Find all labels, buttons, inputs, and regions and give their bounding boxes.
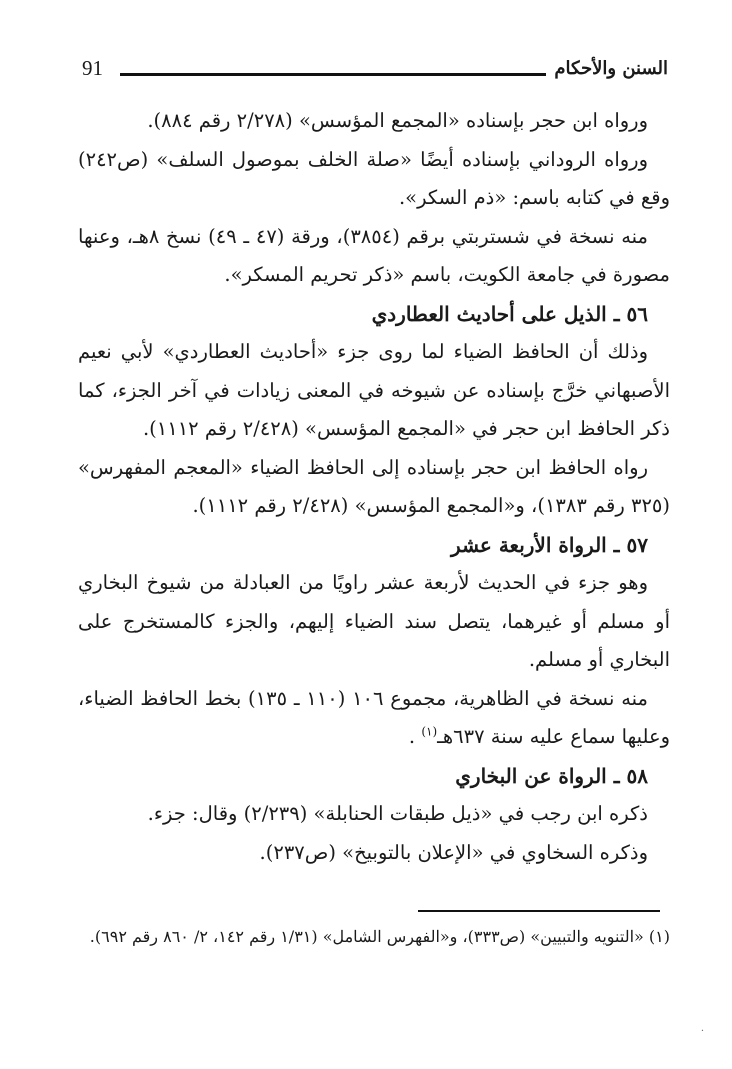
- paragraph-rodani: ورواه الروداني بإسناده أيضًا «صلة الخلف بموصول السلف» (ص٢٤٢) وقع في كتابه باسم: «ذم السكر».: [78, 147, 670, 209]
- page-body: [78, 102, 670, 872]
- footnote-reference[interactable]: (١): [421, 724, 438, 739]
- paragraph-zahiriyya-copy: [78, 680, 670, 757]
- paragraph-atarid-hadith: وذلك أن الحافظ الضياء لما روى جزء «أحاديث العطاردي» لأبي نعيم الأصبهاني خرَّج بإسناده عن شيوخه في المعنى زيادات في آخر الجزء، كما ذكر الحافظ ابن حجر في «المجمع المؤسس» (٢/٤٢٨ رقم ١١١٢).: [78, 340, 670, 440]
- header-rule: [120, 73, 546, 76]
- zahiriyya-text: منه نسخة في الظاهرية، مجموع ١٠٦ (١١٠ ـ ١٣٥) بخط الحافظ الضياء، وعليها سماع عليه سنة ٦٣٧هـ: [78, 686, 670, 748]
- section-heading-56: ٥٦ ـ الذيل على أحاديث العطاردي: [371, 301, 648, 326]
- running-title: السنن والأحكام: [554, 58, 668, 79]
- paragraph-chester-beatty-copy: منه نسخة في شستربتي برقم (٣٨٥٤)، ورقة (٤٧ ـ ٤٩) نسخ ٨هـ، وعنها مصورة في جامعة الكويت، باسم «ذكر تحريم المسكر».: [78, 224, 670, 286]
- zahiriyya-end: .: [408, 725, 422, 748]
- footnote-1: (١) «التنويه والتبيين» (ص٣٣٣)، و«الفهرس الشامل» (١/٣١ رقم ١٤٢، ٢/ ٨٦٠ رقم ٦٩٢).: [89, 927, 670, 946]
- section-heading-57: ٥٧ ـ الرواة الأربعة عشر: [451, 532, 648, 557]
- paragraph-mujam-mufahras: رواه الحافظ ابن حجر بإسناده إلى الحافظ الضياء «المعجم المفهرس» (٣٢٥ رقم ١٣٨٣)، و«المجمع المؤسس» (٢/٤٢٨ رقم ١١١٢).: [78, 455, 670, 517]
- page-speck: ·: [700, 1026, 704, 1037]
- footnote-separator: [418, 910, 660, 912]
- page-header: [82, 54, 668, 90]
- page-number: 91: [82, 56, 103, 80]
- section-heading-58: ٥٨ ـ الرواة عن البخاري: [455, 763, 648, 788]
- paragraph-ibn-hajar-isnad: ورواه ابن حجر بإسناده «المجمع المؤسس» (٢/٢٧٨ رقم ٨٨٤).: [147, 109, 648, 132]
- paragraph-fourteen-narrators: وهو جزء في الحديث لأربعة عشر راويًا من العبادلة من شيوخ البخاري أو مسلم أو غيرهما، يتصل سند الضياء إليهم، والجزء كالمستخرج على البخاري أو مسلم.: [78, 571, 670, 671]
- paragraph-sakhawi: وذكره السخاوي في «الإعلان بالتوبيخ» (ص٢٣٧).: [259, 840, 648, 864]
- paragraph-ibn-rajab: ذكره ابن رجب في «ذيل طبقات الحنابلة» (٢/٢٣٩) وقال: جزء.: [147, 802, 648, 825]
